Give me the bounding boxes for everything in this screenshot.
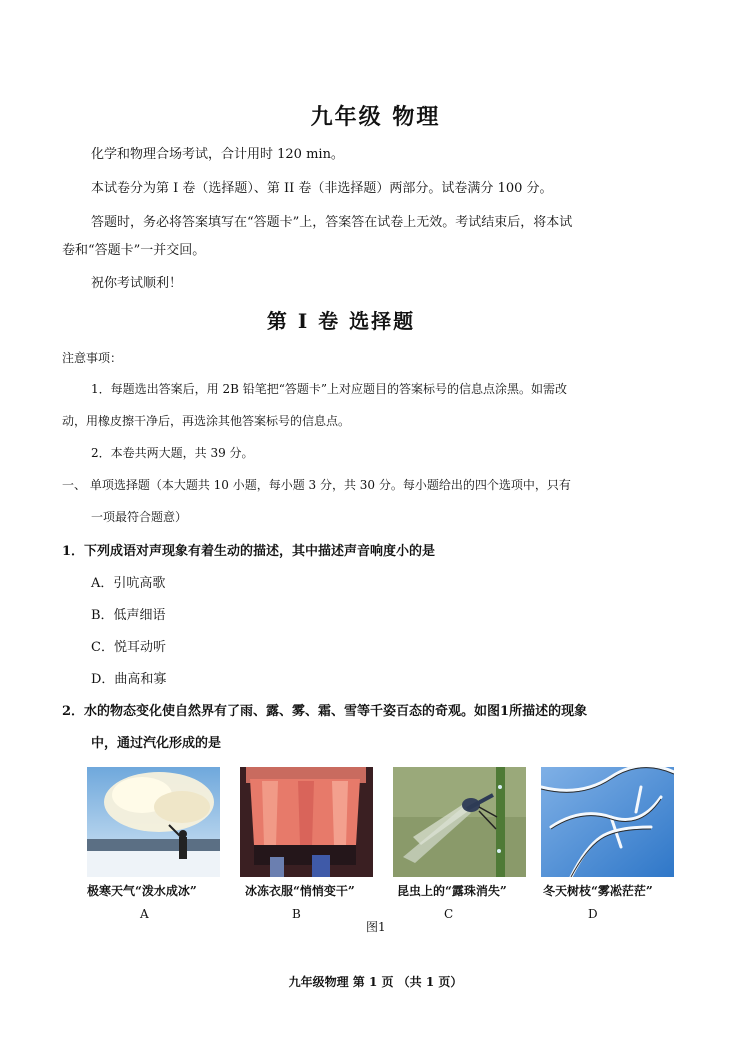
q1-option-a: A．引吭高歌 — [91, 576, 166, 591]
notes-item-2: 2．本卷共两大题，共 39 分。 — [91, 446, 254, 460]
image-frozen-clothes — [240, 767, 373, 877]
intro-line-2: 本试卷分为第 I 卷（选择题）、第 II 卷（非选择题）两部分。试卷满分 100 分。 — [91, 181, 553, 196]
notes-header: 注意事项： — [62, 351, 123, 365]
figure-label: 图1 — [366, 920, 386, 934]
q1-option-c: C．悦耳动听 — [91, 640, 166, 655]
image-rime-branches — [541, 767, 674, 877]
q2-stem-b: 中，通过汽化形成的是 — [91, 736, 222, 751]
intro-line-3a: 答题时，务必将答案填写在“答题卡”上，答案答在试卷上无效。考试结束后，将本试 — [91, 215, 573, 230]
caption-a: 极寒天气“泼水成冰” — [87, 884, 197, 898]
caption-d: 冬天树枝“雾凇茫茫” — [543, 884, 653, 898]
intro-line-3b: 卷和“答题卡”一并交回。 — [62, 243, 206, 258]
page-title: 九年级 物理 — [310, 104, 441, 130]
image-frozen-water-splash — [87, 767, 220, 877]
q2-stem-a: 2．水的物态变化使自然界有了雨、露、雾、霜、雪等千姿百态的奇观。如图1所描述的现象 — [62, 704, 588, 719]
option-letter-a: A — [140, 907, 149, 921]
caption-c: 昆虫上的“露珠消失” — [397, 884, 507, 898]
q1-option-b: B．低声细语 — [91, 608, 166, 623]
notes-item-1b: 动，用橡皮擦干净后，再选涂其他答案标号的信息点。 — [62, 414, 351, 428]
page-footer: 九年级物理 第 1 页 （共 1 页） — [288, 975, 463, 989]
option-letter-d: D — [588, 907, 598, 921]
q1-option-d: D．曲高和寡 — [91, 672, 167, 687]
intro-line-1: 化学和物理合场考试，合计用时 120 min。 — [91, 147, 344, 162]
image-dragonfly-dew — [393, 767, 526, 877]
notes-item-1a: 1．每题选出答案后，用 2B 铅笔把“答题卡”上对应题目的答案标号的信息点涂黑。如需改 — [91, 382, 567, 396]
q1-stem: 1．下列成语对声现象有着生动的描述，其中描述声音响度小的是 — [62, 544, 436, 559]
section-title: 第 I 卷 选择题 — [266, 309, 416, 333]
part1-line-2: 一项最符合题意） — [91, 510, 188, 524]
intro-line-4: 祝你考试顺利！ — [91, 276, 183, 291]
part1-line-1: 一、 单项选择题（本大题共 10 小题，每小题 3 分，共 30 分。每小题给出的四个选项中，只有 — [62, 478, 571, 492]
caption-b: 冰冻衣服“悄悄变干” — [245, 884, 355, 898]
option-letter-b: B — [292, 907, 301, 921]
option-letter-c: C — [444, 907, 454, 921]
